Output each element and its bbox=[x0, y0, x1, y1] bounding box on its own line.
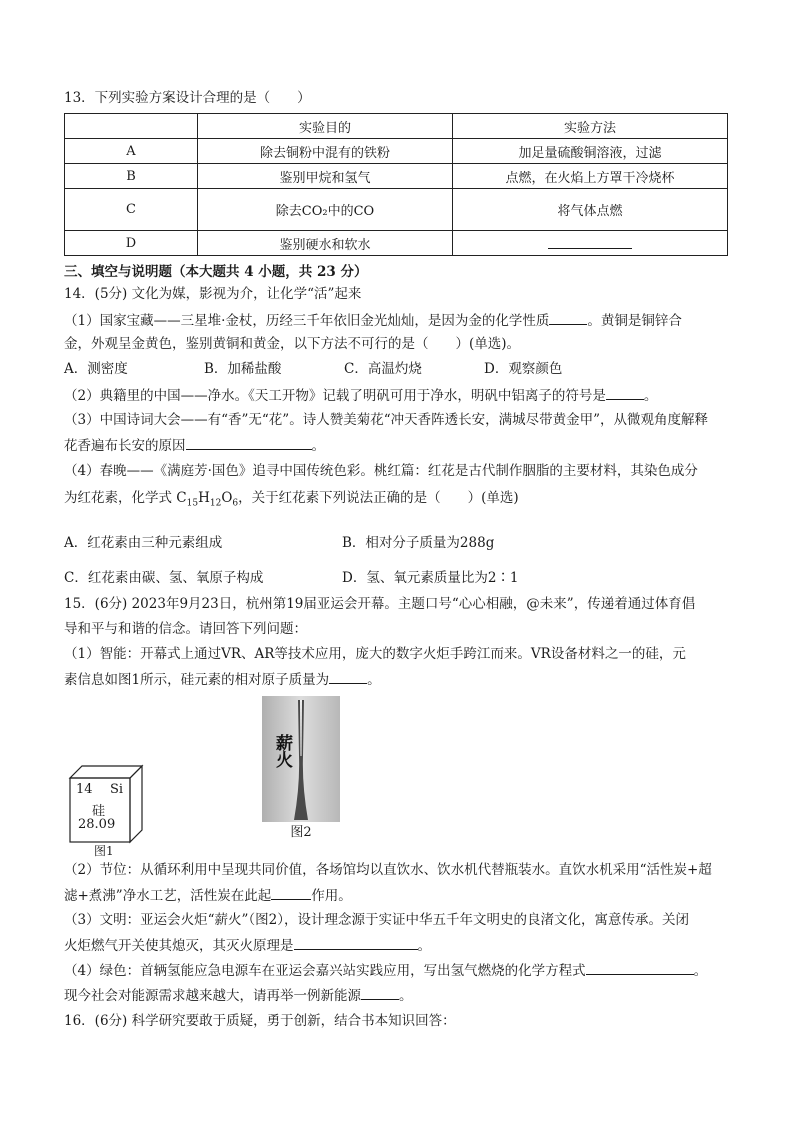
table-header-cell bbox=[65, 114, 198, 139]
figure-1 bbox=[66, 760, 226, 860]
table-row bbox=[65, 164, 728, 189]
q15-part1-cont bbox=[64, 669, 381, 690]
row-purpose: 鉴别甲烷和氢气 bbox=[198, 164, 453, 189]
punct: 。 bbox=[693, 963, 708, 979]
formula-part: O bbox=[221, 490, 233, 506]
row-label: A bbox=[65, 139, 198, 164]
answer-blank[interactable] bbox=[548, 234, 632, 249]
q14-part3: （3）中国诗词大会——有“香”无“花”。诗人赞美菊花“冲天香阵透长安，满城尽带黄金甲”，从微观角度解释 bbox=[64, 412, 708, 428]
figure-2-caption: 图2 bbox=[262, 822, 340, 844]
q14-part2 bbox=[64, 385, 657, 406]
option-b[interactable]: B．加稀盐酸 bbox=[204, 361, 282, 377]
punct: 。 bbox=[643, 388, 658, 404]
q15-part2-cont bbox=[64, 885, 352, 906]
q14-part3-cont bbox=[64, 435, 325, 456]
option-d[interactable]: D．观察颜色 bbox=[484, 361, 563, 377]
q15-part2-text-end: 作用。 bbox=[311, 888, 352, 904]
torch-icon bbox=[262, 696, 340, 822]
table-header-cell: 实验目的 bbox=[198, 114, 453, 139]
option-a[interactable]: A．测密度 bbox=[64, 361, 128, 377]
q15-part3: （3）文明：亚运会火炬“薪火”（图2），设计理念源于实证中华五千年文明史的良渚文化，寓意传承。关闭 bbox=[64, 912, 689, 928]
row-label: D bbox=[65, 231, 198, 256]
q15-stem-cont: 导和平与和谐的信念。请回答下列问题： bbox=[64, 621, 307, 637]
q14-options-1 bbox=[64, 359, 664, 379]
table-row bbox=[65, 231, 728, 256]
row-method: 加足量硫酸铜溶液，过滤 bbox=[453, 139, 728, 164]
q15-part4-text: （4）绿色：首辆氢能应急电源车在亚运会嘉兴站实践应用，写出氢气燃烧的化学方程式 bbox=[64, 963, 586, 979]
option-c[interactable]: C．高温灼烧 bbox=[344, 361, 422, 377]
q14-part3-text: 花香遍布长安的原因 bbox=[64, 438, 186, 454]
atomic-number: 14 bbox=[76, 782, 93, 797]
experiment-table bbox=[64, 113, 728, 256]
silicon-tile-graphic bbox=[66, 760, 226, 860]
table-header-cell: 实验方法 bbox=[453, 114, 728, 139]
q15-part2: （2）节位：从循环利用中呈现共同价值，各场馆均以直饮水、饮水机代替瓶装水。直饮水机采用“活性炭+超 bbox=[64, 862, 712, 878]
formula-prefix: 为红花素，化学式 C bbox=[64, 490, 187, 506]
row-method-blank bbox=[453, 231, 728, 256]
subscript: 15 bbox=[186, 498, 199, 509]
element-name: 硅 bbox=[92, 804, 106, 819]
row-purpose: 除去CO₂中的CO bbox=[198, 189, 453, 231]
answer-blank[interactable] bbox=[329, 669, 367, 684]
q14-part1-text: （1）国家宝藏——三星堆·金杖，历经三千年依旧金光灿灿，是因为金的化学性质 bbox=[64, 313, 550, 329]
q15-part1: （1）智能：开幕式上通过VR、AR等技术应用，庞大的数字火炬手跨江而来。VR设备材料之一的硅，元 bbox=[64, 646, 686, 662]
table-row bbox=[65, 189, 728, 231]
formula-part: H bbox=[198, 490, 210, 506]
answer-blank[interactable] bbox=[271, 885, 311, 900]
q14-part4-cont bbox=[64, 488, 519, 514]
q14-part4: （4）春晚——《满庭芳·国色》追寻中国传统色彩。桃红篇：红花是古代制作胭脂的主要材料，其染色成分 bbox=[64, 463, 698, 479]
option-d[interactable]: D．氢、氧元素质量比为2∶1 bbox=[342, 570, 519, 586]
q16-stem: 16．(6分) 科学研究要敢于质疑，勇于创新，结合书本知识回答： bbox=[64, 1013, 456, 1029]
punct: 。 bbox=[367, 672, 381, 688]
answer-blank[interactable] bbox=[186, 435, 312, 450]
q15-part4-text-cont: 现今社会对能源需求越来越大，请再举一例新能源 bbox=[64, 988, 361, 1004]
answer-blank[interactable] bbox=[361, 985, 399, 1000]
answer-blank[interactable] bbox=[586, 960, 694, 975]
figure-1-caption: 图1 bbox=[94, 844, 114, 858]
row-method: 将气体点燃 bbox=[453, 189, 728, 231]
q15-part3-text: 火炬燃气开关使其熄灭，其灭火原理是 bbox=[64, 938, 294, 954]
option-a[interactable]: A．红花素由三种元素组成 bbox=[64, 535, 223, 551]
q14-stem: 14．(5分) 文化为媒，影视为介，让化学“活”起来 bbox=[64, 286, 362, 302]
table-header-row bbox=[65, 114, 728, 139]
row-label: B bbox=[65, 164, 198, 189]
punct: 。 bbox=[311, 438, 325, 454]
q15-part1-text: 素信息如图1所示，硅元素的相对原子质量为 bbox=[64, 672, 330, 688]
q14-options-4b bbox=[64, 568, 519, 588]
q14-part1-cont: 金，外观呈金黄色，鉴别黄铜和黄金，以下方法不可行的是（ ）(单选)。 bbox=[64, 336, 521, 352]
formula-suffix: ，关于红花素下列说法正确的是（ ）(单选) bbox=[238, 490, 519, 506]
row-label: C bbox=[65, 189, 198, 231]
row-method: 点燃，在火焰上方罩干冷烧杯 bbox=[453, 164, 728, 189]
option-b[interactable]: B．相对分子质量为288g bbox=[342, 535, 495, 551]
q15-part3-cont bbox=[64, 935, 431, 956]
answer-blank[interactable] bbox=[606, 385, 644, 400]
row-purpose: 除去铜粉中混有的铁粉 bbox=[198, 139, 453, 164]
table-row bbox=[65, 139, 728, 164]
punct: 。 bbox=[417, 938, 431, 954]
answer-blank[interactable] bbox=[294, 935, 418, 950]
subscript: 6 bbox=[232, 498, 239, 509]
option-c[interactable]: C．红花素由碳、氢、氧原子构成 bbox=[64, 570, 264, 586]
section-title: 三、填空与说明题（本大题共 4 小题，共 23 分） bbox=[64, 264, 368, 280]
q15-part4-cont bbox=[64, 985, 413, 1006]
figure-2 bbox=[262, 696, 340, 844]
punct: 。 bbox=[399, 988, 413, 1004]
q13-stem: 13．下列实验方案设计合理的是（ ） bbox=[64, 90, 311, 106]
torch-text: 薪火 bbox=[276, 734, 293, 771]
q14-part1 bbox=[64, 310, 682, 331]
row-purpose: 鉴别硬水和软水 bbox=[198, 231, 453, 256]
q15-part4 bbox=[64, 960, 707, 981]
q14-options-4a bbox=[64, 533, 494, 553]
atomic-mass: 28.09 bbox=[78, 817, 116, 832]
q15-stem: 15．(6分) 2023年9月23日，杭州第19届亚运会开幕。主题口号“心心相融，@未来”，传递着通过体育倡 bbox=[64, 596, 696, 612]
q14-part1-text-cont: 。黄铜是铜锌合 bbox=[587, 313, 682, 329]
answer-blank[interactable] bbox=[549, 310, 587, 325]
element-symbol: Si bbox=[110, 782, 124, 797]
subscript: 12 bbox=[209, 498, 222, 509]
q14-part2-text: （2）典籍里的中国——净水。《天工开物》记载了明矾可用于净水，明矾中铝离子的符号是 bbox=[64, 388, 606, 404]
q15-part2-text: 滤+煮沸”净水工艺，活性炭在此起 bbox=[64, 888, 272, 904]
